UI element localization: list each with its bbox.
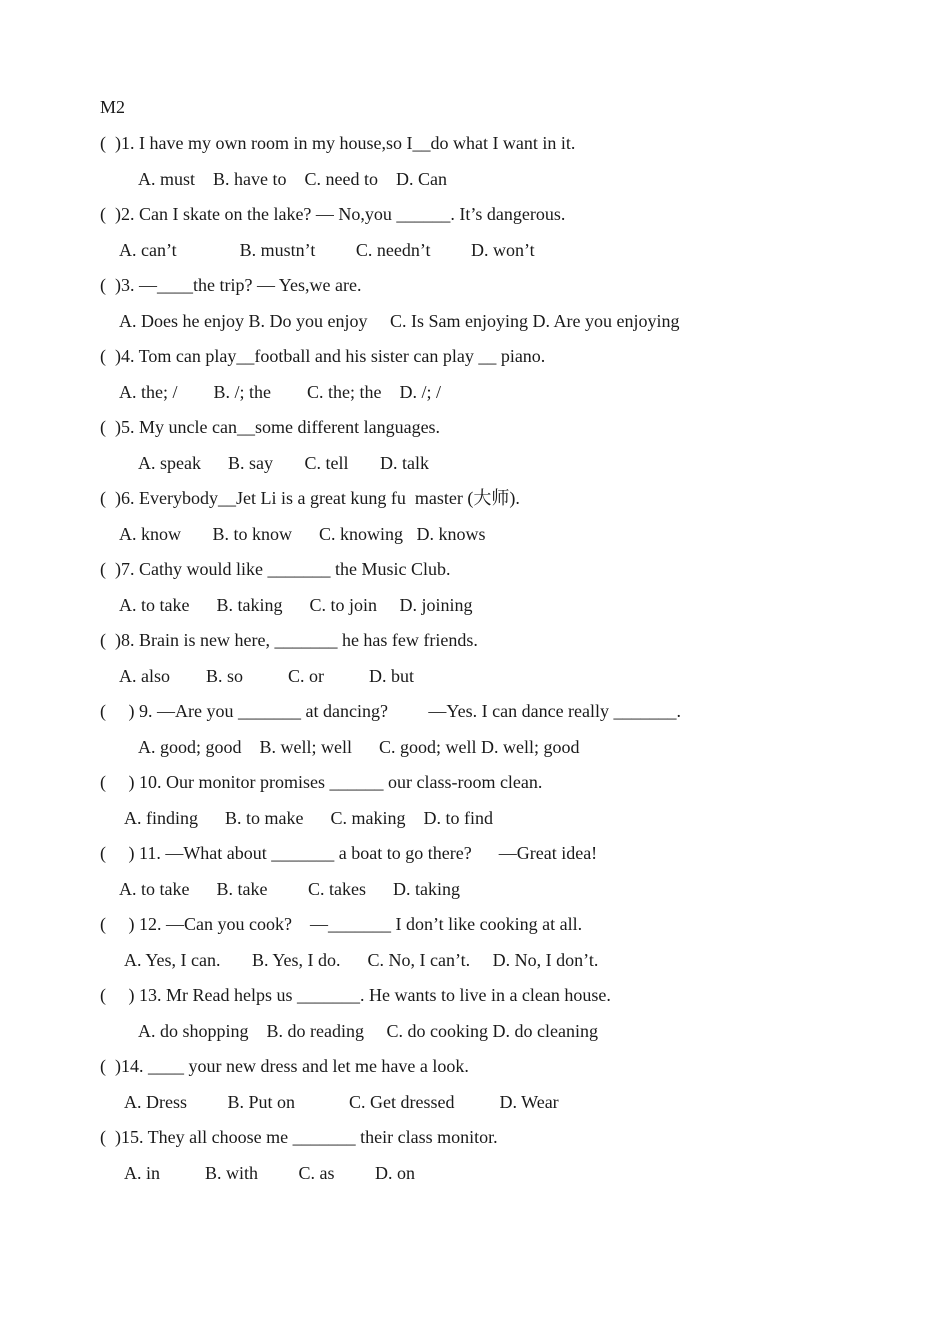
options-1: A. must B. have to C. need to D. Can <box>138 169 447 189</box>
question-9: ( ) 9. —Are you _______ at dancing? —Yes. I can dance really _______. <box>100 701 682 721</box>
options-14: A. Dress B. Put on C. Get dressed D. Wear <box>124 1092 559 1112</box>
question-8: ( )8. Brain is new here, _______ he has few friends. <box>100 630 478 650</box>
question-6: ( )6. Everybody__Jet Li is a great kung fu master (大师). <box>100 488 520 508</box>
question-15: ( )15. They all choose me _______ their class monitor. <box>100 1127 498 1147</box>
question-2: ( )2. Can I skate on the lake? — No,you ______. It’s dangerous. <box>100 204 566 224</box>
options-5: A. speak B. say C. tell D. talk <box>138 453 429 473</box>
options-3: A. Does he enjoy B. Do you enjoy C. Is Sam enjoying D. Are you enjoying <box>119 311 680 331</box>
options-6: A. know B. to know C. knowing D. knows <box>119 524 486 544</box>
options-10: A. finding B. to make C. making D. to find <box>124 808 493 828</box>
options-2: A. can’t B. mustn’t C. needn’t D. won’t <box>119 240 535 260</box>
question-11: ( ) 11. —What about _______ a boat to go there? —Great idea! <box>100 843 598 863</box>
question-12: ( ) 12. —Can you cook? —_______ I don’t like cooking at all. <box>100 914 583 934</box>
page-title: M2 <box>100 97 126 117</box>
question-4: ( )4. Tom can play__football and his sister can play __ piano. <box>100 346 546 366</box>
options-4: A. the; / B. /; the C. the; the D. /; / <box>119 382 441 402</box>
question-14: ( )14. ____ your new dress and let me have a look. <box>100 1056 469 1076</box>
question-13: ( ) 13. Mr Read helps us _______. He wants to live in a clean house. <box>100 985 611 1005</box>
options-11: A. to take B. take C. takes D. taking <box>119 879 460 899</box>
question-5: ( )5. My uncle can__some different languages. <box>100 417 441 437</box>
question-10: ( ) 10. Our monitor promises ______ our class-room clean. <box>100 772 543 792</box>
options-12: A. Yes, I can. B. Yes, I do. C. No, I can’t. D. No, I don’t. <box>124 950 599 970</box>
options-13: A. do shopping B. do reading C. do cooking D. do cleaning <box>138 1021 598 1041</box>
question-7: ( )7. Cathy would like _______ the Music Club. <box>100 559 451 579</box>
question-1: ( )1. I have my own room in my house,so I__do what I want in it. <box>100 133 576 153</box>
question-3: ( )3. —____the trip? — Yes,we are. <box>100 275 362 295</box>
options-9: A. good; good B. well; well C. good; well D. well; good <box>138 737 580 757</box>
options-15: A. in B. with C. as D. on <box>124 1163 416 1183</box>
options-7: A. to take B. taking C. to join D. joining <box>119 595 473 615</box>
options-8: A. also B. so C. or D. but <box>119 666 415 686</box>
